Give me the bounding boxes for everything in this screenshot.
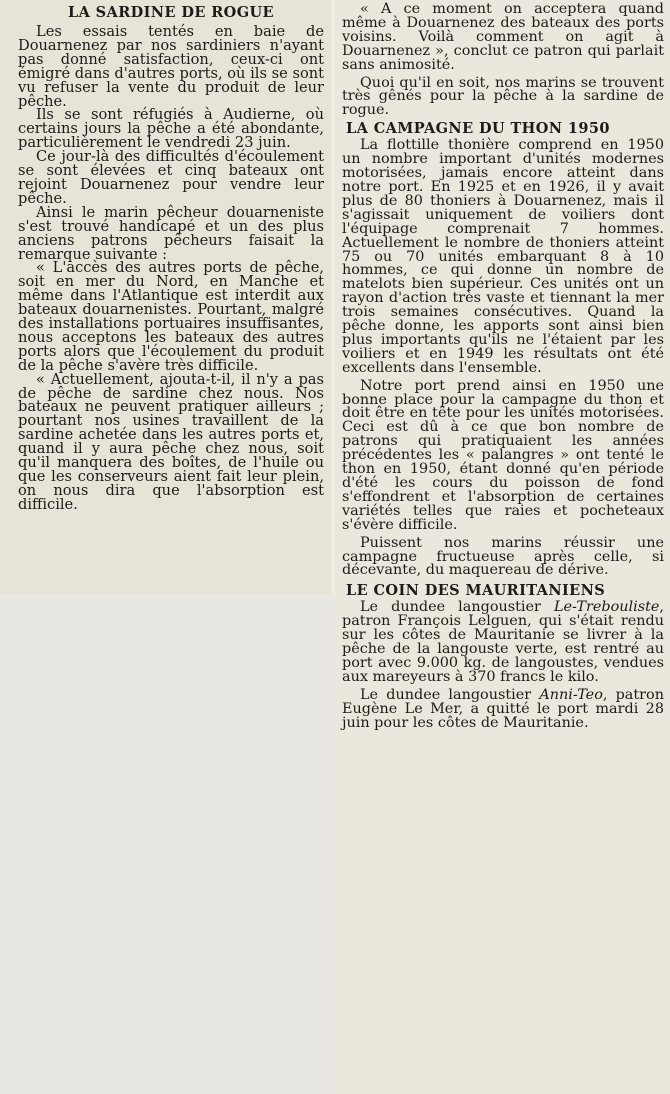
mauritaniens-paragraph-2: Le dundee langoustier Anni-Teo, patron Eugène Le Mer, a quitté le port mardi 28 juin pour les côtes de Mauritanie. — [342, 686, 664, 731]
sardine-paragraph-3: Ce jour-là des difficultés d'écoulement se sont élevées et cinq bateaux ont rejoint Douarnenez pour vendre leur pêche. — [18, 148, 324, 207]
boat-name: Anni-Teo — [539, 686, 603, 703]
left-column — [0, 0, 332, 594]
sardine-paragraph-6: « Actuellement, ajouta-t-il, il n'y a pas de pêche de sardine chez nous. Nos bateaux ne peuvent pratiquer ailleurs ; pourtant nos usines travaillent de la sardine achetée dans les autres ports et, quand il y aura pêche chez nous, soit qu'il manquera des boîtes, de l'huile ou que les conserveurs aient fait leur plein, on nous dira que l'absorption est difficile. — [18, 370, 324, 513]
sardine-paragraph-7: « A ce moment on acceptera quand même à Douarnenez des bateaux des ports voisins. Voilà comment on agit à Douarnenez », conclut ce patron qui parlait sans animosité. — [342, 1, 664, 73]
mauritaniens-heading: LE COIN DES MAURITANIENS — [346, 582, 606, 600]
blank-area — [0, 594, 334, 1094]
mauritaniens-paragraph-1: Le dundee langoustier Le-Trebouliste, patron François Lelguen, qui s'était rendu sur les côtes de Mauritanie se livrer à la pêche de la langouste verte, est rentré au port avec 9.000 kg. de langoustes, vendues aux mareyeurs à 370 francs le kilo. — [342, 599, 664, 685]
sardine-paragraph-4: Ainsi le marin pêcheur douarneniste s'est trouvé handicapé et un des plus anciens patrons pêcheurs faisait la remarque suivante : — [18, 203, 324, 263]
sardine-paragraph-2: Ils se sont réfugiés à Audierne, où certains jours la pêche a été abondante, particulièrement le vendredi 23 juin. — [18, 106, 324, 152]
thon-heading: LA CAMPAGNE DU THON 1950 — [346, 120, 610, 138]
sardine-paragraph-8: Quoi qu'il en soit, nos marins se trouvent très gênés pour la pêche à la sardine de rogue. — [342, 74, 664, 119]
sardine-paragraph-1: Les essais tentés en baie de Douarnenez par nos sardiniers n'ayant pas donné satisfaction, ceux-ci ont émigré dans d'autres ports, où ils se sont vu refuser la vente du produit de leur pêche. — [18, 23, 324, 110]
sardine-paragraph-5: « L'accès des autres ports de pêche, soit en mer du Nord, en Manche et même dans l'Atlantique est interdit aux bateaux douarnenistes. Pourtant, malgré des installations portuaires insuffisantes, nous acceptons les bateaux des autres ports alors que l'écoulement du produit de la pêche s'avère très difficile. — [18, 259, 324, 374]
sardine-heading: LA SARDINE DE ROGUE — [67, 4, 274, 21]
thon-paragraph-2: Notre port prend ainsi en 1950 une bonne place pour la campagne du thon et doit être en tête pour les unités motorisées. Ceci est dû à ce que bon nombre de patrons qui pratiquaient les années précédentes les « palangres » ont tenté le thon en 1950, étant donné qu'en période d'été les cours du poisson de fond s'effondrent et l'absorption de certaines variétés telles que raies et pocheteaux s'évère difficile. — [342, 377, 664, 533]
thon-paragraph-1: La flottille thonière comprend en 1950 un nombre important d'unités modernes motorisées, jamais encore atteint dans notre port. En 1925 et en 1926, il y avait plus de 80 thoniers à Douarnenez, mais il s'agissait uniquement de voiliers dont l'équipage comprenait 7 hommes. Actuellement le nombre de thoniers atteint 75 ou 70 unités embarquant 8 à 10 hommes, ce qui donne un nombre de matelots bien supérieur. Ces unités ont un rayon d'action très vaste et tiennant la mer trois semaines consécutives. Quand la pêche donne, les apports sont ainsi bien plus importants qu'ils ne l'étaient par les voiliers et en 1949 les résultats ont été excellents dans l'ensemble. — [342, 137, 664, 376]
thon-paragraph-3: Puissent nos marins réussir une campagne fructueuse après celle, si décevante, du maquereau de dérive. — [342, 534, 664, 579]
right-column — [334, 0, 670, 1094]
boat-name: Le-Trebouliste — [553, 599, 660, 616]
